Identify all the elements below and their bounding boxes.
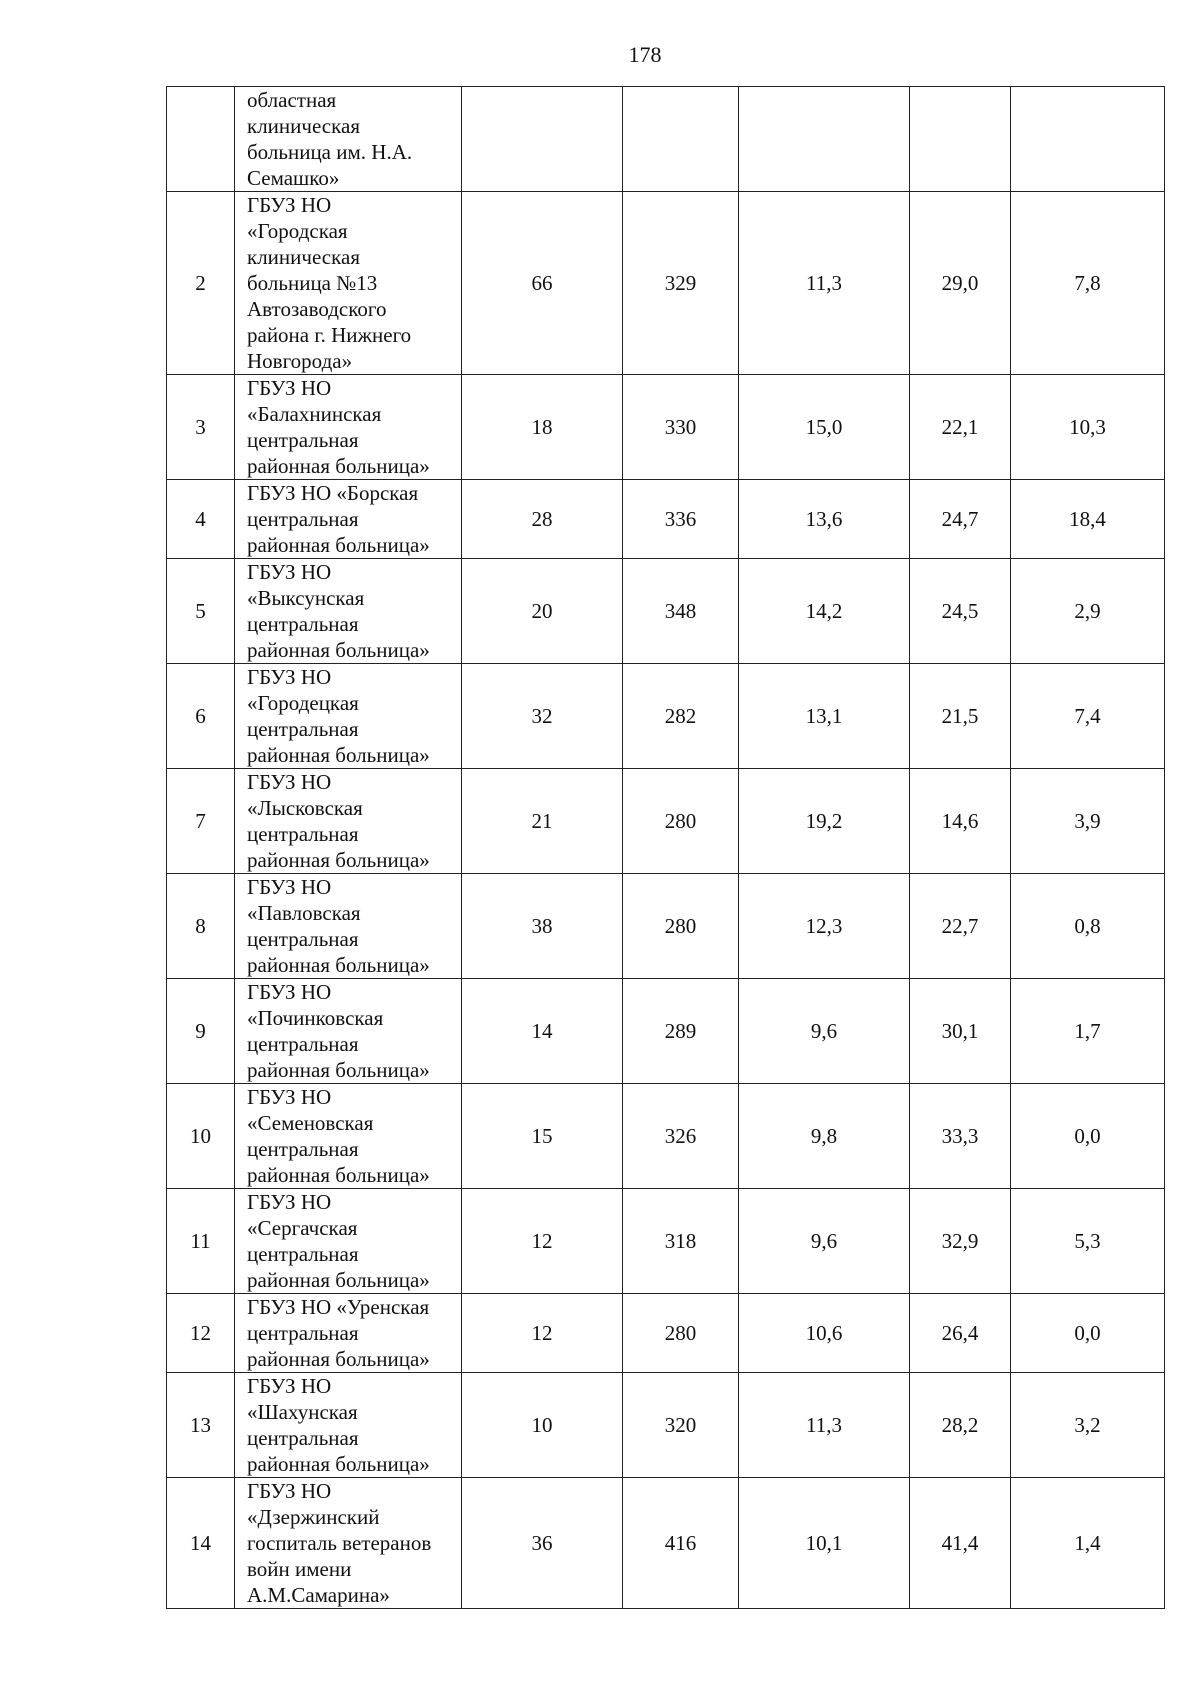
value-cell-2: 336 bbox=[623, 480, 739, 559]
value-cell-2: 330 bbox=[623, 375, 739, 480]
institution-name-cell: ГБУЗ НО «Сергачская центральная районная больница» bbox=[235, 1189, 462, 1294]
value-cell-5: 2,9 bbox=[1011, 559, 1165, 664]
value-cell-3 bbox=[739, 87, 910, 192]
value-cell-3: 19,2 bbox=[739, 769, 910, 874]
value-cell-2: 280 bbox=[623, 769, 739, 874]
value-cell-3: 14,2 bbox=[739, 559, 910, 664]
value-cell-1: 28 bbox=[462, 480, 623, 559]
value-cell-5: 0,8 bbox=[1011, 874, 1165, 979]
institution-name-cell: ГБУЗ НО «Городецкая центральная районная больница» bbox=[235, 664, 462, 769]
value-cell-3: 12,3 bbox=[739, 874, 910, 979]
row-number-cell: 3 bbox=[167, 375, 235, 480]
institution-name-cell: ГБУЗ НО «Семеновская центральная районная больница» bbox=[235, 1084, 462, 1189]
value-cell-1: 12 bbox=[462, 1294, 623, 1373]
value-cell-4: 30,1 bbox=[910, 979, 1011, 1084]
value-cell-5: 18,4 bbox=[1011, 480, 1165, 559]
institution-name-cell: областная клиническая больница им. Н.А. Семашко» bbox=[235, 87, 462, 192]
institution-name-cell: ГБУЗ НО «Павловская центральная районная больница» bbox=[235, 874, 462, 979]
value-cell-4: 24,7 bbox=[910, 480, 1011, 559]
value-cell-2: 280 bbox=[623, 1294, 739, 1373]
value-cell-3: 11,3 bbox=[739, 192, 910, 375]
institution-name-cell: ГБУЗ НО «Дзержинский госпиталь ветеранов войн имени А.М.Самарина» bbox=[235, 1478, 462, 1609]
table-row bbox=[167, 874, 1165, 979]
row-number-cell: 11 bbox=[167, 1189, 235, 1294]
row-number-cell: 6 bbox=[167, 664, 235, 769]
value-cell-4: 29,0 bbox=[910, 192, 1011, 375]
value-cell-4: 24,5 bbox=[910, 559, 1011, 664]
value-cell-1: 66 bbox=[462, 192, 623, 375]
table-row bbox=[167, 375, 1165, 480]
institution-name-cell: ГБУЗ НО «Лысковская центральная районная больница» bbox=[235, 769, 462, 874]
value-cell-1: 18 bbox=[462, 375, 623, 480]
value-cell-3: 9,6 bbox=[739, 979, 910, 1084]
value-cell-4 bbox=[910, 87, 1011, 192]
value-cell-4: 22,7 bbox=[910, 874, 1011, 979]
value-cell-1: 12 bbox=[462, 1189, 623, 1294]
value-cell-3: 13,1 bbox=[739, 664, 910, 769]
value-cell-2: 416 bbox=[623, 1478, 739, 1609]
table-row bbox=[167, 559, 1165, 664]
institution-name-cell: ГБУЗ НО «Городская клиническая больница №13 Автозаводского района г. Нижнего Новгорода» bbox=[235, 192, 462, 375]
value-cell-1: 38 bbox=[462, 874, 623, 979]
value-cell-5 bbox=[1011, 87, 1165, 192]
value-cell-5: 3,2 bbox=[1011, 1373, 1165, 1478]
value-cell-5: 7,4 bbox=[1011, 664, 1165, 769]
institution-name-cell: ГБУЗ НО «Шахунская центральная районная больница» bbox=[235, 1373, 462, 1478]
value-cell-4: 14,6 bbox=[910, 769, 1011, 874]
value-cell-1: 10 bbox=[462, 1373, 623, 1478]
table-row bbox=[167, 1294, 1165, 1373]
value-cell-1: 20 bbox=[462, 559, 623, 664]
row-number-cell: 10 bbox=[167, 1084, 235, 1189]
table-row bbox=[167, 480, 1165, 559]
value-cell-2: 320 bbox=[623, 1373, 739, 1478]
institution-name-cell: ГБУЗ НО «Починковская центральная районная больница» bbox=[235, 979, 462, 1084]
table-row bbox=[167, 769, 1165, 874]
value-cell-2 bbox=[623, 87, 739, 192]
hospital-data-table bbox=[166, 86, 1165, 1609]
table-row bbox=[167, 1084, 1165, 1189]
value-cell-3: 13,6 bbox=[739, 480, 910, 559]
value-cell-2: 282 bbox=[623, 664, 739, 769]
value-cell-4: 26,4 bbox=[910, 1294, 1011, 1373]
row-number-cell: 5 bbox=[167, 559, 235, 664]
table-row bbox=[167, 664, 1165, 769]
value-cell-5: 7,8 bbox=[1011, 192, 1165, 375]
value-cell-2: 318 bbox=[623, 1189, 739, 1294]
value-cell-5: 1,4 bbox=[1011, 1478, 1165, 1609]
value-cell-3: 10,1 bbox=[739, 1478, 910, 1609]
value-cell-5: 0,0 bbox=[1011, 1294, 1165, 1373]
value-cell-1: 32 bbox=[462, 664, 623, 769]
value-cell-1: 21 bbox=[462, 769, 623, 874]
row-number-cell: 9 bbox=[167, 979, 235, 1084]
row-number-cell: 13 bbox=[167, 1373, 235, 1478]
value-cell-3: 9,8 bbox=[739, 1084, 910, 1189]
value-cell-4: 22,1 bbox=[910, 375, 1011, 480]
institution-name-cell: ГБУЗ НО «Балахнинская центральная районная больница» bbox=[235, 375, 462, 480]
row-number-cell: 4 bbox=[167, 480, 235, 559]
value-cell-1 bbox=[462, 87, 623, 192]
institution-name-cell: ГБУЗ НО «Борская центральная районная больница» bbox=[235, 480, 462, 559]
table-row bbox=[167, 979, 1165, 1084]
value-cell-4: 32,9 bbox=[910, 1189, 1011, 1294]
value-cell-2: 280 bbox=[623, 874, 739, 979]
value-cell-3: 9,6 bbox=[739, 1189, 910, 1294]
table-row bbox=[167, 1189, 1165, 1294]
row-number-cell: 7 bbox=[167, 769, 235, 874]
value-cell-5: 3,9 bbox=[1011, 769, 1165, 874]
value-cell-5: 10,3 bbox=[1011, 375, 1165, 480]
value-cell-3: 15,0 bbox=[739, 375, 910, 480]
value-cell-3: 11,3 bbox=[739, 1373, 910, 1478]
row-number-cell: 12 bbox=[167, 1294, 235, 1373]
value-cell-1: 14 bbox=[462, 979, 623, 1084]
value-cell-2: 326 bbox=[623, 1084, 739, 1189]
value-cell-2: 329 bbox=[623, 192, 739, 375]
page-number: 178 bbox=[628, 42, 662, 67]
row-number-cell bbox=[167, 87, 235, 192]
institution-name-cell: ГБУЗ НО «Уренская центральная районная больница» bbox=[235, 1294, 462, 1373]
value-cell-4: 28,2 bbox=[910, 1373, 1011, 1478]
institution-name-cell: ГБУЗ НО «Выксунская центральная районная больница» bbox=[235, 559, 462, 664]
table-row bbox=[167, 87, 1165, 192]
value-cell-2: 289 bbox=[623, 979, 739, 1084]
value-cell-4: 33,3 bbox=[910, 1084, 1011, 1189]
value-cell-4: 21,5 bbox=[910, 664, 1011, 769]
value-cell-2: 348 bbox=[623, 559, 739, 664]
value-cell-4: 41,4 bbox=[910, 1478, 1011, 1609]
table-row bbox=[167, 1373, 1165, 1478]
value-cell-5: 0,0 bbox=[1011, 1084, 1165, 1189]
table-row bbox=[167, 1478, 1165, 1609]
value-cell-3: 10,6 bbox=[739, 1294, 910, 1373]
row-number-cell: 8 bbox=[167, 874, 235, 979]
row-number-cell: 2 bbox=[167, 192, 235, 375]
value-cell-5: 5,3 bbox=[1011, 1189, 1165, 1294]
row-number-cell: 14 bbox=[167, 1478, 235, 1609]
value-cell-5: 1,7 bbox=[1011, 979, 1165, 1084]
value-cell-1: 36 bbox=[462, 1478, 623, 1609]
table-row bbox=[167, 192, 1165, 375]
value-cell-1: 15 bbox=[462, 1084, 623, 1189]
